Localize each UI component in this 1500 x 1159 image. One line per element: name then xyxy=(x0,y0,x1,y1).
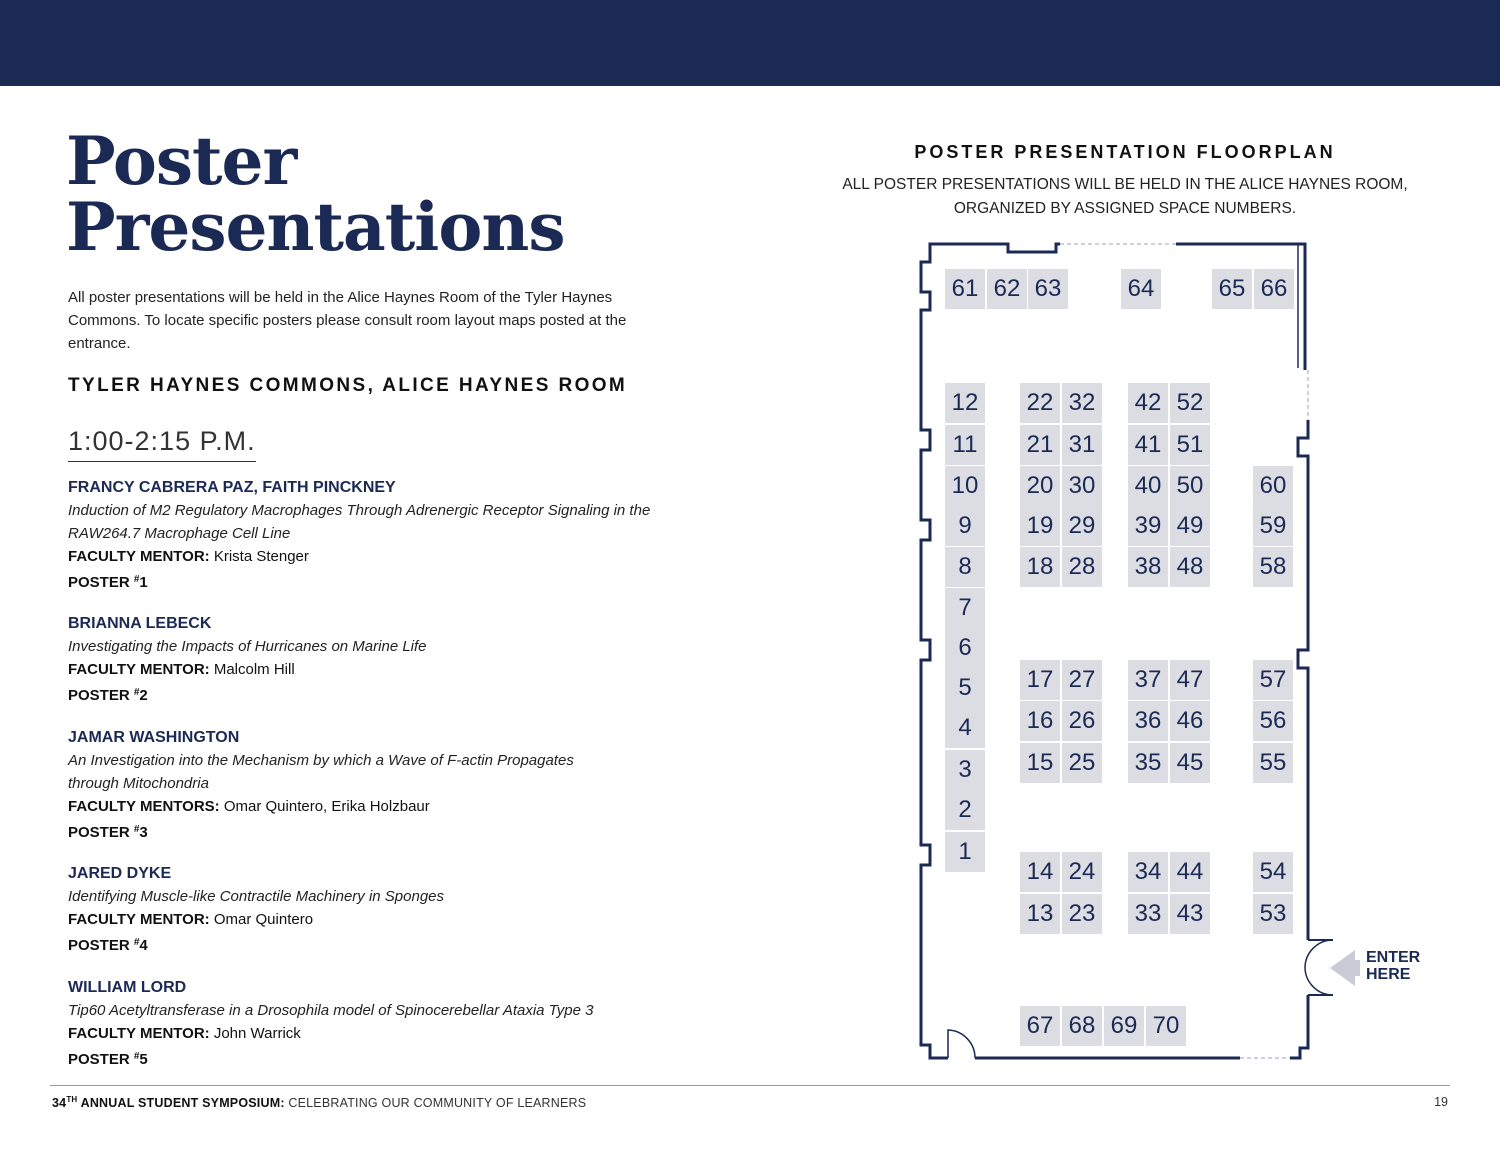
enter-label-line2: HERE xyxy=(1366,966,1411,983)
floorplan-space: 65 xyxy=(1212,269,1252,309)
floorplan-space: 59 xyxy=(1253,506,1293,546)
floorplan-space: 46 xyxy=(1170,701,1210,741)
floorplan-space: 20 xyxy=(1020,466,1060,506)
poster-title: Induction of M2 Regulatory Macrophages Through Adrenergic Receptor Signaling in the RAW264.7 Macrophage Cell Line xyxy=(68,502,651,542)
floorplan-space: 4 xyxy=(945,708,985,748)
floorplan-space: 2 xyxy=(945,790,985,830)
floorplan-space: 23 xyxy=(1062,894,1102,934)
enter-here-label xyxy=(1366,949,1420,983)
floorplan-space: 21 xyxy=(1020,425,1060,465)
floorplan-space: 16 xyxy=(1020,701,1060,741)
floorplan-space: 45 xyxy=(1170,743,1210,783)
floorplan-space: 66 xyxy=(1254,269,1294,309)
floorplan-space: 17 xyxy=(1020,660,1060,700)
faculty-mentor: FACULTY MENTORS: Omar Quintero, Erika Holzbaur xyxy=(68,798,430,815)
floorplan-space: 8 xyxy=(945,547,985,587)
floorplan-space: 26 xyxy=(1062,701,1102,741)
poster-title: Identifying Muscle-like Contractile Machinery in Sponges xyxy=(68,888,445,905)
floorplan-subheading-line1: ALL POSTER PRESENTATIONS WILL BE HELD IN THE ALICE HAYNES ROOM, xyxy=(842,176,1408,193)
floorplan-space: 24 xyxy=(1062,852,1102,892)
page-title-line1: Poster xyxy=(66,122,297,200)
floorplan-space: 62 xyxy=(987,269,1027,309)
floorplan-space: 48 xyxy=(1170,547,1210,587)
floorplan-space: 12 xyxy=(945,383,985,423)
poster-entry-5 xyxy=(68,976,688,1071)
poster-number: POSTER #5 xyxy=(68,1051,148,1068)
floorplan-space: 40 xyxy=(1128,466,1168,506)
floorplan-space: 50 xyxy=(1170,466,1210,506)
floorplan-space: 7 xyxy=(945,588,985,628)
faculty-mentor: FACULTY MENTOR: Omar Quintero xyxy=(68,911,314,928)
floorplan-space: 34 xyxy=(1128,852,1168,892)
floorplan-space: 53 xyxy=(1253,894,1293,934)
floorplan-space: 70 xyxy=(1146,1006,1186,1046)
faculty-mentor: FACULTY MENTOR: Malcolm Hill xyxy=(68,661,295,678)
floorplan-space: 55 xyxy=(1253,743,1293,783)
floorplan-space: 32 xyxy=(1062,383,1102,423)
floorplan-space: 51 xyxy=(1170,425,1210,465)
header-band xyxy=(0,0,1500,86)
presenter-names: JAMAR WASHINGTON xyxy=(68,729,240,746)
floorplan-space: 63 xyxy=(1028,269,1068,309)
footer-event-title: 34TH ANNUAL STUDENT SYMPOSIUM: CELEBRATING OUR COMMUNITY OF LEARNERS xyxy=(52,1095,587,1110)
floorplan-space: 29 xyxy=(1062,506,1102,546)
floorplan-space: 35 xyxy=(1128,743,1168,783)
floorplan-space: 57 xyxy=(1253,660,1293,700)
page-title xyxy=(66,122,766,266)
floorplan-space: 31 xyxy=(1062,425,1102,465)
floorplan-space: 15 xyxy=(1020,743,1060,783)
presenter-names: BRIANNA LEBECK xyxy=(68,615,212,632)
floorplan-subheading-line2: ORGANIZED BY ASSIGNED SPACE NUMBERS. xyxy=(953,200,1297,217)
floorplan-space: 60 xyxy=(1253,466,1293,506)
floorplan-space: 1 xyxy=(945,832,985,872)
poster-title: Investigating the Impacts of Hurricanes on Marine Life xyxy=(68,638,427,655)
floorplan-space: 36 xyxy=(1128,701,1168,741)
poster-number: POSTER #3 xyxy=(68,824,148,841)
floorplan-space: 41 xyxy=(1128,425,1168,465)
floorplan-space: 47 xyxy=(1170,660,1210,700)
floorplan-space: 38 xyxy=(1128,547,1168,587)
venue-heading: TYLER HAYNES COMMONS, ALICE HAYNES ROOM xyxy=(68,375,628,396)
floorplan-subheading xyxy=(820,173,1430,221)
intro-paragraph: All poster presentations will be held in the Alice Haynes Room of the Tyler Haynes Commons. To locate specific posters please consult room layout maps posted at the entrance. xyxy=(68,289,627,352)
floorplan-space: 43 xyxy=(1170,894,1210,934)
poster-entry-1 xyxy=(68,476,688,594)
floorplan-space: 10 xyxy=(945,466,985,506)
floorplan-space: 13 xyxy=(1020,894,1060,934)
poster-entry-4 xyxy=(68,862,688,957)
floorplan-space: 19 xyxy=(1020,506,1060,546)
presenter-names: FRANCY CABRERA PAZ, FAITH PINCKNEY xyxy=(68,479,396,496)
floorplan-space: 37 xyxy=(1128,660,1168,700)
floorplan-space: 25 xyxy=(1062,743,1102,783)
floorplan-space: 27 xyxy=(1062,660,1102,700)
page-title-line2: Presentations xyxy=(66,188,565,266)
floorplan-space: 68 xyxy=(1062,1006,1102,1046)
floorplan-space: 6 xyxy=(945,628,985,668)
page-number: 19 xyxy=(1434,1095,1448,1109)
floorplan-space: 18 xyxy=(1020,547,1060,587)
poster-title: Tip60 Acetyltransferase in a Drosophila model of Spinocerebellar Ataxia Type 3 xyxy=(68,1002,594,1019)
floorplan-space: 33 xyxy=(1128,894,1168,934)
floorplan-space: 44 xyxy=(1170,852,1210,892)
poster-entry-3 xyxy=(68,726,688,844)
floorplan-space: 28 xyxy=(1062,547,1102,587)
floorplan-space: 64 xyxy=(1121,269,1161,309)
faculty-mentor: FACULTY MENTOR: John Warrick xyxy=(68,1025,301,1042)
floorplan-heading: POSTER PRESENTATION FLOORPLAN xyxy=(914,142,1336,162)
floorplan-space: 58 xyxy=(1253,547,1293,587)
floorplan-space: 39 xyxy=(1128,506,1168,546)
floorplan-space: 30 xyxy=(1062,466,1102,506)
floorplan-space: 56 xyxy=(1253,701,1293,741)
floorplan-space: 67 xyxy=(1020,1006,1060,1046)
floorplan-space: 61 xyxy=(945,269,985,309)
poster-title: An Investigation into the Mechanism by which a Wave of F-actin Propagates through Mitochondria xyxy=(68,752,574,792)
floorplan-space: 5 xyxy=(945,668,985,708)
floorplan-space: 14 xyxy=(1020,852,1060,892)
floorplan-space: 22 xyxy=(1020,383,1060,423)
faculty-mentor: FACULTY MENTOR: Krista Stenger xyxy=(68,548,309,565)
poster-number: POSTER #2 xyxy=(68,687,148,704)
floorplan-space: 49 xyxy=(1170,506,1210,546)
floorplan-space: 11 xyxy=(945,425,985,465)
floorplan-space: 3 xyxy=(945,750,985,790)
poster-entry-2 xyxy=(68,612,688,707)
floorplan-space: 69 xyxy=(1104,1006,1144,1046)
presenter-names: WILLIAM LORD xyxy=(68,979,187,996)
presenter-names: JARED DYKE xyxy=(68,865,172,882)
poster-number: POSTER #1 xyxy=(68,574,148,591)
session-time: 1:00-2:15 P.M. xyxy=(68,426,256,462)
floorplan-space: 54 xyxy=(1253,852,1293,892)
enter-label-line1: ENTER xyxy=(1366,949,1421,966)
footer-divider xyxy=(50,1085,1450,1086)
floorplan-space: 52 xyxy=(1170,383,1210,423)
floorplan-space: 42 xyxy=(1128,383,1168,423)
floorplan-space: 9 xyxy=(945,506,985,546)
poster-number: POSTER #4 xyxy=(68,937,148,954)
